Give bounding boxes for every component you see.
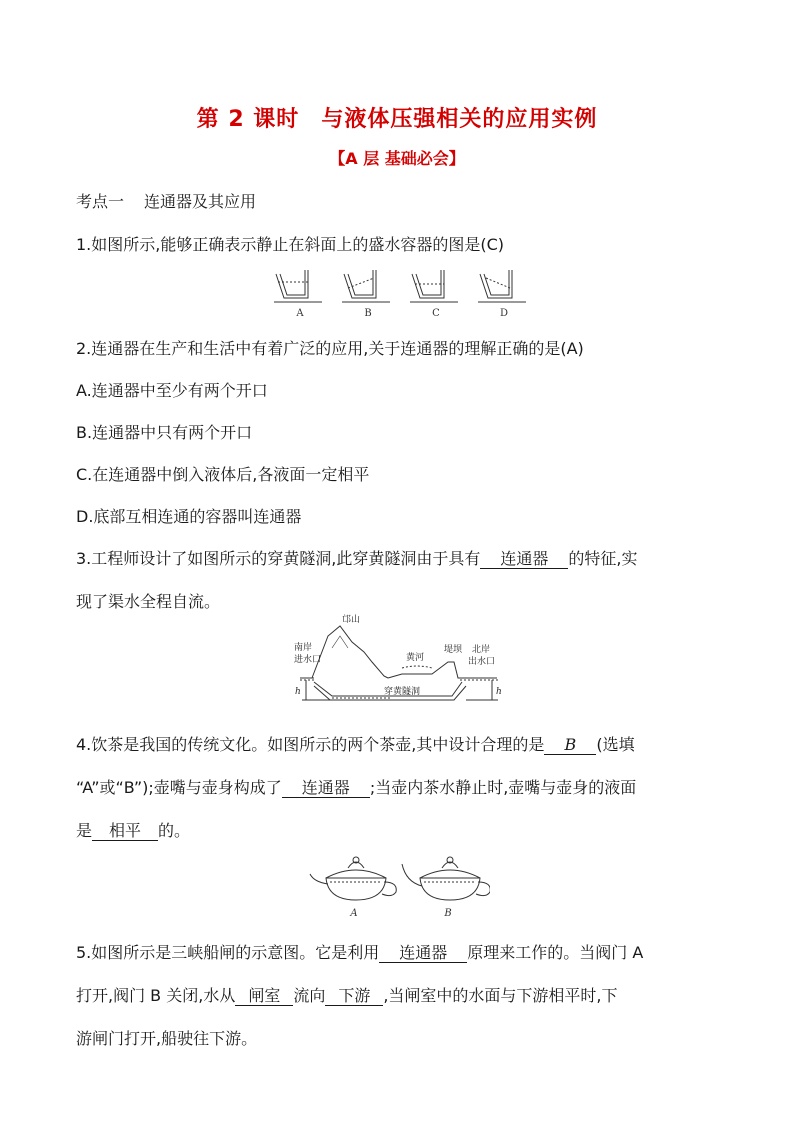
mountain-outline (312, 626, 388, 678)
label-tunnel: 穿黄隧洞 (384, 687, 421, 697)
label-south-1: 南岸 (294, 643, 313, 653)
q1-label-d: D (499, 308, 509, 319)
q2-option-d: D.底部互相连通的容器叫连通器 (76, 507, 302, 526)
q3-tunnel-figure (292, 612, 512, 708)
q4-answer-blank-3: 相平 (92, 822, 158, 841)
teapot-b (402, 857, 490, 900)
q5-text-4: 流向 (293, 986, 326, 1005)
q5-line-2 (76, 983, 618, 1006)
q1-label-c: C (432, 308, 440, 319)
q1-container-figures (270, 262, 530, 320)
q3-text-pre: 3.工程师设计了如图所示的穿黄隧洞,此穿黄隧洞由于具有 (76, 549, 481, 568)
level-heading: 【A 层 基础必会】 (329, 149, 465, 168)
page-title (0, 102, 794, 133)
q1-figure-d (478, 270, 526, 302)
q1-figure-b (342, 270, 390, 302)
label-south-2: 进水口 (294, 655, 322, 665)
q4-line-1 (76, 732, 635, 755)
section-label: 考点一 (76, 192, 125, 211)
teapot-label-b: B (444, 908, 452, 919)
q1-text: 1.如图所示,能够正确表示静止在斜面上的盛水容器的图是(C) (76, 235, 505, 254)
q4-line-3 (76, 818, 190, 841)
label-river: 黄河 (406, 653, 425, 663)
q5-answer-blank-3: 下游 (325, 987, 383, 1006)
q5-line-3: 游闸门打开,船驶往下游。 (76, 1029, 258, 1048)
q2-option-c: C.在连通器中倒入液体后,各液面一定相平 (76, 465, 370, 484)
q1-figure-a (274, 270, 322, 302)
label-north-2: 出水口 (468, 657, 496, 667)
q4-text-3: “A”或“B”);壶嘴与壶身构成了 (76, 778, 282, 797)
q3-text-post: 的特征,实 (568, 549, 638, 568)
q4-text-6: 的。 (158, 821, 191, 840)
q4-line-2 (76, 775, 636, 798)
teapot-label-a: A (350, 908, 358, 919)
q5-text-3: 打开,阀门 B 关闭,水从 (76, 986, 236, 1005)
q4-text-5: 是 (76, 821, 93, 840)
q2-option-b: B.连通器中只有两个开口 (76, 423, 253, 442)
label-north-1: 北岸 (472, 645, 491, 655)
q1-label-b: B (364, 308, 372, 319)
q3-line-2: 现了渠水全程自流。 (76, 592, 221, 611)
section-heading (76, 189, 256, 212)
label-dam: 堤坝 (444, 645, 463, 655)
q1-figure-c (410, 270, 458, 302)
q5-line-1 (76, 940, 643, 963)
teapot-a (310, 857, 396, 900)
q2-stem: 2.连通器在生产和生活中有着广泛的应用,关于连通器的理解正确的是(A) (76, 339, 584, 358)
label-mountain: 邙山 (342, 615, 361, 625)
q5-answer-blank-1: 连通器 (379, 944, 467, 963)
q4-answer-blank-1: B (544, 736, 596, 755)
q3-answer-blank: 连通器 (480, 550, 568, 569)
q4-answer-blank-2: 连通器 (282, 779, 370, 798)
q5-answer-blank-2: 闸室 (235, 987, 293, 1006)
lesson-number: 第 2 课时 (196, 107, 300, 132)
q1-label-a: A (296, 308, 304, 319)
q4-text-2: (选填 (596, 735, 635, 754)
q3-line-1 (76, 546, 637, 569)
q5-text-5: ,当闸室中的水面与下游相平时,下 (383, 986, 618, 1005)
q4-text-4: ;当壶内茶水静止时,壶嘴与壶身的液面 (369, 778, 637, 797)
lesson-title: 与液体压强相关的应用实例 (321, 107, 598, 132)
q2-option-a: A.连通器中至少有两个开口 (76, 381, 268, 400)
q5-text-2: 原理来工作的。当阀门 A (467, 943, 644, 962)
section-name: 连通器及其应用 (144, 192, 257, 211)
q4-teapot-figure (306, 852, 490, 922)
q4-text-1: 4.饮茶是我国的传统文化。如图所示的两个茶壶,其中设计合理的是 (76, 735, 545, 754)
label-h-right: h (496, 687, 502, 697)
q5-text-1: 5.如图所示是三峡船闸的示意图。它是利用 (76, 943, 380, 962)
label-h-left: h (295, 687, 301, 697)
